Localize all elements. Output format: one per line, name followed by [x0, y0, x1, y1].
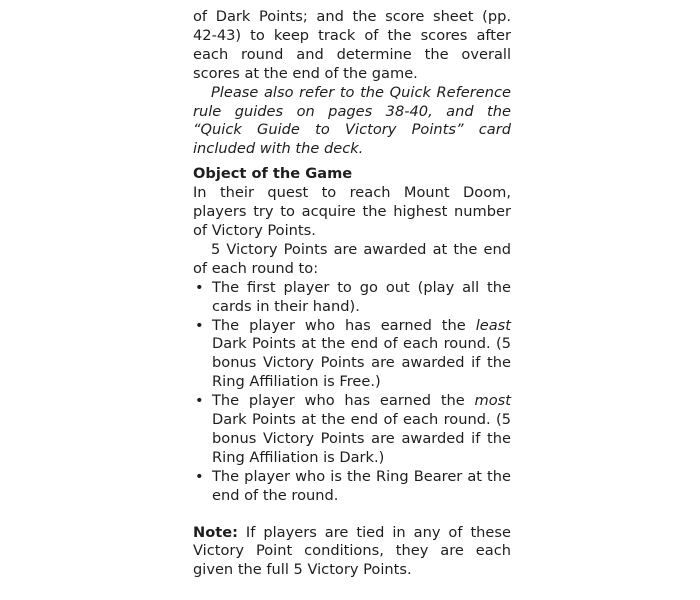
list-item-emphasis: least — [475, 316, 511, 334]
note-text: If players are tied in any of these Victory Point conditions, they are each given the full 5 Victory Points. — [193, 523, 511, 579]
victory-points-paragraph: 5 Victory Points are awarded at the end of each round to: — [193, 240, 511, 277]
list-item-text-post: Dark Points at the end of each round. (5 bonus Victory Points are awarded if the Ring Affiliation is Free.) — [212, 335, 511, 391]
intro-paragraph: of Dark Points; and the score sheet (pp. 42-43) to keep track of the scores after each round and determine the overall scores at the end of the game. — [193, 8, 511, 82]
list-item — [193, 392, 511, 468]
bullet-icon: • — [195, 278, 204, 296]
object-paragraph: In their quest to reach Mount Doom, players try to acquire the highest number of Victory Points. — [193, 184, 511, 239]
bullet-icon: • — [195, 392, 204, 410]
bullet-icon: • — [195, 467, 204, 485]
list-item — [193, 279, 511, 317]
section-heading: Object of the Game — [193, 165, 353, 183]
victory-conditions-list — [193, 279, 511, 506]
note-paragraph — [193, 524, 511, 581]
list-item-text-post: Dark Points at the end of each round. (5 bonus Victory Points are awarded if the Ring Affiliation is Dark.) — [212, 411, 511, 466]
list-item — [193, 317, 511, 393]
rules-text-column — [193, 8, 511, 580]
list-item-text: The first player to go out (play all the cards in their hand). — [212, 278, 511, 315]
list-item — [193, 468, 511, 506]
list-item-emphasis: most — [474, 392, 511, 410]
note-label: Note: — [193, 523, 238, 541]
list-item-text: The player who is the Ring Bearer at the end of the round. — [212, 467, 511, 504]
bullet-icon: • — [195, 316, 204, 334]
reference-paragraph: Please also refer to the Quick Reference rule guides on pages 38-40, and the “Quick Guide to Victory Points” card included with the deck. — [193, 83, 511, 158]
list-item-text-pre: The player who has earned the — [212, 392, 475, 410]
list-item-text-pre: The player who has earned the — [212, 316, 476, 334]
